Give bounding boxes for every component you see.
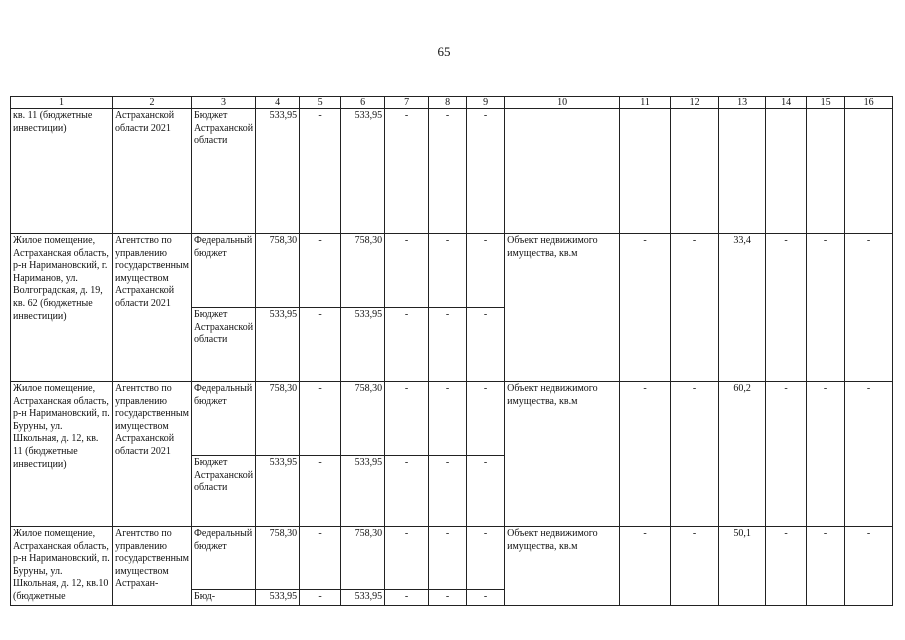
- column-number-row: [11, 97, 893, 109]
- financing-source-cell: Федеральный бюджет: [191, 234, 255, 308]
- indicator-cell: Объект недвижимого имущества, кв.м: [505, 382, 620, 527]
- amount-cell: 758,30: [341, 527, 385, 590]
- amount-cell: 758,30: [256, 527, 300, 590]
- value-cell: -: [620, 527, 671, 606]
- amount-cell: -: [467, 456, 505, 527]
- amount-cell: -: [385, 109, 429, 234]
- amount-cell: 533,95: [341, 589, 385, 605]
- value-cell: 33,4: [719, 234, 766, 382]
- indicator-cell: Объект недвижимого имущества, кв.м: [505, 234, 620, 382]
- table-row: [11, 109, 893, 234]
- col-header-15: 15: [807, 97, 845, 109]
- object-cell: Жилое помещение, Астраханская область, р-н Наримановский, г. Нариманов, ул. Волгоградская, д. 19, кв. 62 (бюджетные инвестиции): [11, 234, 113, 382]
- amount-cell: -: [300, 234, 341, 308]
- value-cell: 50,1: [719, 527, 766, 606]
- amount-cell: -: [300, 527, 341, 590]
- financing-source-cell: Федеральный бюджет: [191, 382, 255, 456]
- amount-cell: -: [467, 527, 505, 590]
- object-cell: Жилое помещение, Астраханская область, р-н Наримановский, п. Буруны, ул. Школьная, д. 12, кв.10 (бюджетные: [11, 527, 113, 606]
- value-cell: -: [671, 382, 719, 527]
- amount-cell: 758,30: [256, 382, 300, 456]
- amount-cell: 533,95: [341, 308, 385, 382]
- amount-cell: -: [300, 456, 341, 527]
- financing-source-cell: Бюджет Астраханской области: [191, 456, 255, 527]
- agency-cell: Астраханской области 2021: [113, 109, 192, 234]
- value-cell: -: [807, 234, 845, 382]
- object-cell: Жилое помещение, Астраханская область, р-н Наримановский, п. Буруны, ул. Школьная, д. 12, кв. 11 (бюджетные инвестиции): [11, 382, 113, 527]
- amount-cell: -: [385, 382, 429, 456]
- register-table: [10, 96, 893, 606]
- amount-cell: -: [467, 589, 505, 605]
- financing-source-cell: Бюджет Астраханской области: [191, 308, 255, 382]
- value-cell: -: [671, 234, 719, 382]
- amount-cell: -: [429, 527, 467, 590]
- col-header-9: 9: [467, 97, 505, 109]
- table-row: [11, 527, 893, 590]
- financing-source-cell: Федеральный бюджет: [191, 527, 255, 590]
- col-header-2: 2: [113, 97, 192, 109]
- amount-cell: 533,95: [256, 308, 300, 382]
- indicator-cell: Объект недвижимого имущества, кв.м: [505, 527, 620, 606]
- col-header-7: 7: [385, 97, 429, 109]
- amount-cell: -: [429, 109, 467, 234]
- page-number: 65: [437, 44, 451, 59]
- amount-cell: -: [385, 456, 429, 527]
- value-cell: -: [766, 234, 807, 382]
- value-cell: -: [766, 382, 807, 527]
- amount-cell: -: [385, 234, 429, 308]
- col-header-12: 12: [671, 97, 719, 109]
- amount-cell: -: [300, 589, 341, 605]
- indicator-cell: [505, 109, 620, 234]
- table-row: [11, 234, 893, 308]
- value-cell: [671, 109, 719, 234]
- amount-cell: -: [300, 382, 341, 456]
- amount-cell: -: [467, 109, 505, 234]
- value-cell: -: [766, 527, 807, 606]
- value-cell: 60,2: [719, 382, 766, 527]
- amount-cell: -: [385, 589, 429, 605]
- amount-cell: 758,30: [256, 234, 300, 308]
- col-header-14: 14: [766, 97, 807, 109]
- col-header-4: 4: [256, 97, 300, 109]
- col-header-3: 3: [191, 97, 255, 109]
- value-cell: [620, 109, 671, 234]
- agency-cell: Агентство по управлению государственным имуществом Астрахан-: [113, 527, 192, 606]
- col-header-11: 11: [620, 97, 671, 109]
- financing-source-cell: Бюд-: [191, 589, 255, 605]
- amount-cell: -: [429, 382, 467, 456]
- amount-cell: 533,95: [341, 456, 385, 527]
- financing-source-cell: Бюджет Астраханской области: [191, 109, 255, 234]
- value-cell: -: [845, 382, 893, 527]
- agency-cell: Агентство по управлению государственным имуществом Астраханской области 2021: [113, 234, 192, 382]
- amount-cell: -: [300, 109, 341, 234]
- amount-cell: 758,30: [341, 234, 385, 308]
- table-row: [11, 382, 893, 456]
- amount-cell: -: [300, 308, 341, 382]
- amount-cell: -: [429, 308, 467, 382]
- amount-cell: 533,95: [256, 456, 300, 527]
- amount-cell: 758,30: [341, 382, 385, 456]
- col-header-1: 1: [11, 97, 113, 109]
- value-cell: -: [807, 527, 845, 606]
- object-cell: кв. 11 (бюджетные инвестиции): [11, 109, 113, 234]
- amount-cell: -: [429, 589, 467, 605]
- agency-cell: Агентство по управлению государственным имуществом Астраханской области 2021: [113, 382, 192, 527]
- amount-cell: -: [467, 234, 505, 308]
- value-cell: -: [671, 527, 719, 606]
- value-cell: -: [845, 527, 893, 606]
- col-header-10: 10: [505, 97, 620, 109]
- amount-cell: 533,95: [256, 109, 300, 234]
- amount-cell: -: [429, 234, 467, 308]
- value-cell: -: [620, 382, 671, 527]
- value-cell: [766, 109, 807, 234]
- amount-cell: -: [467, 308, 505, 382]
- amount-cell: -: [385, 527, 429, 590]
- col-header-16: 16: [845, 97, 893, 109]
- value-cell: -: [620, 234, 671, 382]
- amount-cell: 533,95: [256, 589, 300, 605]
- value-cell: [807, 109, 845, 234]
- amount-cell: -: [467, 382, 505, 456]
- col-header-8: 8: [429, 97, 467, 109]
- col-header-5: 5: [300, 97, 341, 109]
- value-cell: -: [845, 234, 893, 382]
- amount-cell: 533,95: [341, 109, 385, 234]
- col-header-13: 13: [719, 97, 766, 109]
- value-cell: [719, 109, 766, 234]
- col-header-6: 6: [341, 97, 385, 109]
- value-cell: -: [807, 382, 845, 527]
- value-cell: [845, 109, 893, 234]
- amount-cell: -: [385, 308, 429, 382]
- amount-cell: -: [429, 456, 467, 527]
